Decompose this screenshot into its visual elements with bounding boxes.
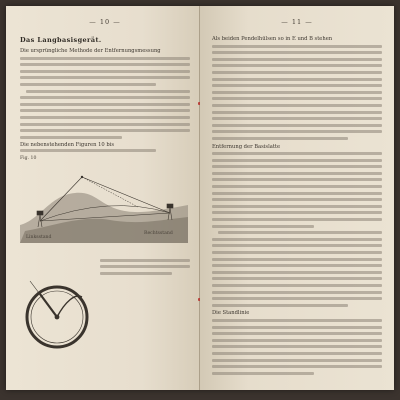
right-paragraph-3 xyxy=(212,319,382,375)
figure-2-text xyxy=(100,249,190,363)
illustration-terrain xyxy=(20,165,188,243)
figure-2-row xyxy=(20,249,190,363)
wheel-arm xyxy=(57,296,82,317)
left-page-number: — 10 — xyxy=(89,18,121,26)
left-paragraph-1 xyxy=(20,57,190,139)
left-lead-phrase: Die ursprüngliche Methode der Entfernungsmessung xyxy=(20,48,161,54)
right-mid-phrase: Entfernung der Basislatte xyxy=(212,143,281,150)
section-heading: Das Langbasisgerät. xyxy=(20,36,102,44)
figure-caption: Fig. 10 xyxy=(20,155,37,161)
book-spread xyxy=(6,6,394,390)
right-page xyxy=(200,6,394,390)
left-station-label: Linksstand xyxy=(26,234,52,240)
right-lead-phrase: Als beiden Pendelhülsen so in E und B stehen xyxy=(212,36,333,42)
right-end-phrase: Die Standlinie xyxy=(212,310,250,317)
target-point xyxy=(81,175,83,177)
right-paragraph-1 xyxy=(212,45,382,140)
right-station-label: Rechtsstand xyxy=(144,230,173,236)
figure-intro: Die nebenstehenden Figuren 10 bis xyxy=(20,142,114,149)
left-page xyxy=(6,6,200,390)
wheel-svg xyxy=(20,257,94,357)
right-paragraph-2 xyxy=(212,152,382,307)
right-page-number: — 11 — xyxy=(281,18,313,26)
illustration-wheel xyxy=(20,257,94,357)
